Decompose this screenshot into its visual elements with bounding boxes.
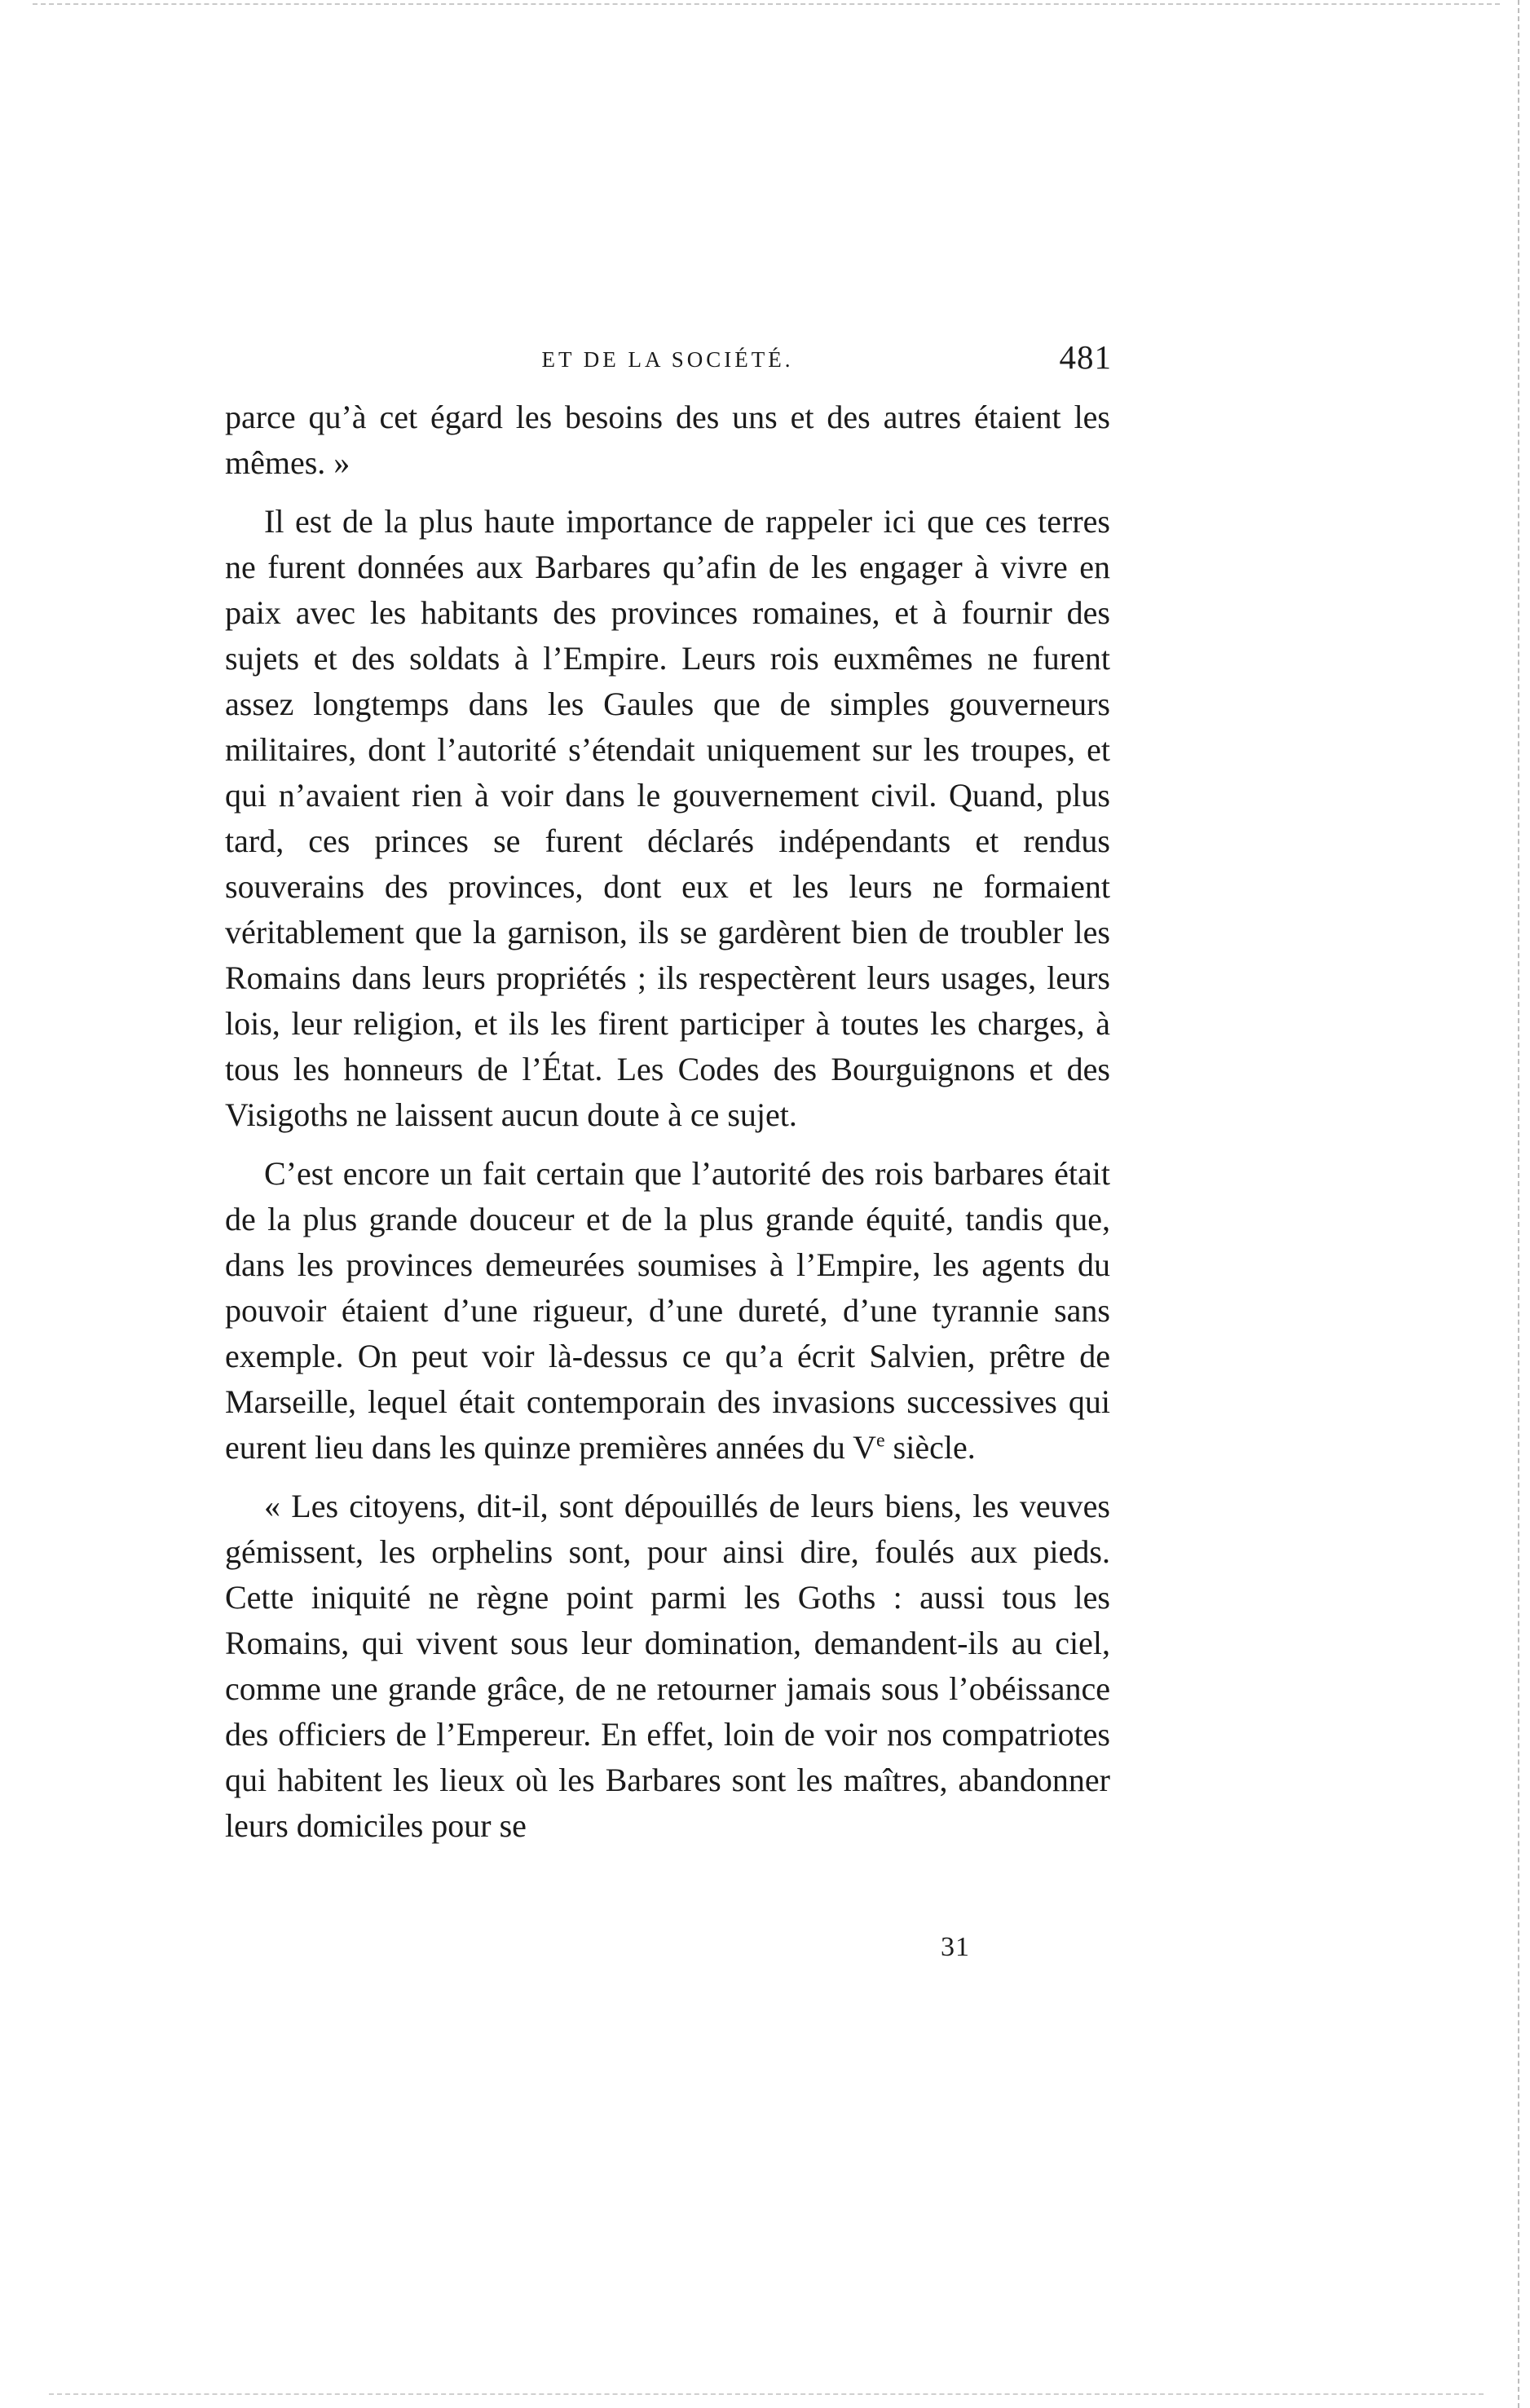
paragraph-text: parce qu’à cet égard les besoins des uns et des autres étaient les mêmes. » <box>225 399 1110 481</box>
scan-edge-bottom <box>49 2393 1484 2395</box>
paragraph <box>225 1151 1110 1471</box>
paragraph <box>225 1484 1110 1849</box>
paragraph-text: C’est encore un fait certain que l’autorité des rois barbares était de la plus grande douceur et de la plus grande équité, tandis que, dans les provinces demeurées soumises à l’Empire, les agents du pouvoir étaient d’une rigueur, d’une dureté, d’une tyrannie sans exemple. On peut voir là-dessus ce qu’a écrit Salvien, prêtre de Marseille, lequel était contemporain des invasions successives qui eurent lieu dans les quinze premières années du V <box>225 1155 1110 1466</box>
paragraph-text-end: siècle. <box>884 1429 976 1466</box>
scan-edge-top <box>33 3 1500 5</box>
page-number: 481 <box>1059 338 1112 376</box>
running-head <box>225 338 1112 386</box>
superscript: e <box>875 1430 885 1452</box>
scan-edge-right <box>1518 0 1519 2408</box>
book-page <box>225 338 1112 1862</box>
paragraph <box>225 499 1110 1138</box>
paragraph-text: « Les citoyens, dit-il, sont dépouillés de leurs biens, les veuves gémissent, les orphelins sont, pour ainsi dire, foulés aux pieds. Cette iniquité ne règne point parmi les Goths : aussi tous les Romains, qui vivent sous leur domination, demandent-ils au ciel, comme une grande grâce, de ne retourner jamais sous l’obéissance des officiers de l’Empereur. En effet, loin de voir nos compatriotes qui habitent les lieux où les Barbares sont les maîtres, abandonner leurs domiciles pour se <box>225 1488 1110 1844</box>
paragraph <box>225 395 1110 486</box>
body-text <box>225 395 1110 1849</box>
running-title: ET DE LA SOCIÉTÉ. <box>541 347 794 372</box>
paragraph-text: Il est de la plus haute importance de rappeler ici que ces terres ne furent données aux Barbares qu’afin de les engager à vivre en paix avec les habitants des provinces romaines, et à fournir des sujets et des soldats à l’Empire. Leurs rois euxmêmes ne furent assez longtemps dans les Gaules que de simples gouverneurs militaires, dont l’autorité s’étendait uniquement sur les troupes, et qui n’avaient rien à voir dans le gouvernement civil. Quand, plus tard, ces princes se furent déclarés indépendants et rendus souverains des provinces, dont eux et les leurs ne formaient véritablement que la garnison, ils se gardèrent bien de troubler les Romains dans leurs propriétés ; ils respectèrent leurs usages, leurs lois, leur religion, et ils les firent participer à toutes les charges, à tous les honneurs de l’État. Les Codes des Bourguignons et des Visigoths ne laissent aucun doute à ce sujet. <box>225 503 1110 1133</box>
signature-mark: 31 <box>941 1932 970 1962</box>
